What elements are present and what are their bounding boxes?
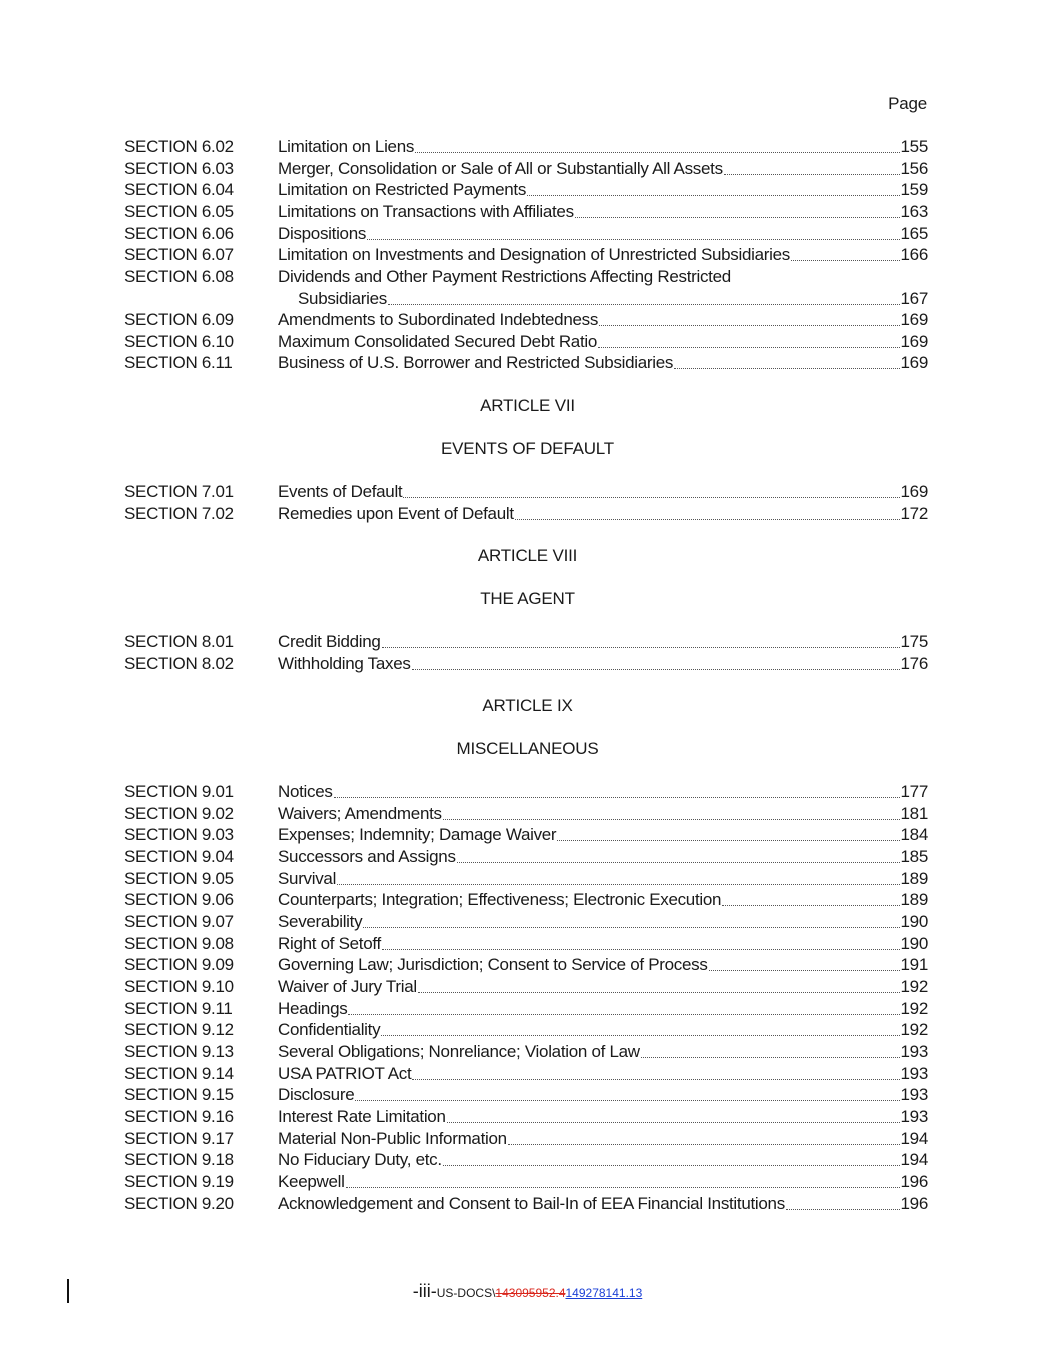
section-number: SECTION 9.13 [124,1042,234,1061]
toc-entry[interactable] [124,136,928,158]
toc-entry[interactable] [124,158,928,180]
page-number: 166 [900,245,928,264]
toc-entry[interactable] [124,503,928,525]
section-number: SECTION 9.10 [124,977,234,996]
section-number: SECTION 9.01 [124,782,234,801]
section-title: Merger, Consolidation or Sale of All or Substantially All Assets [278,159,723,178]
toc-entry[interactable] [124,889,928,911]
section-number: SECTION 9.09 [124,955,234,974]
page-number: 172 [900,504,928,523]
toc-entry[interactable] [124,803,928,825]
section-title: Acknowledgement and Consent to Bail-In of EEA Financial Institutions [278,1194,785,1213]
page-number: 169 [900,353,928,372]
toc-entry[interactable] [124,781,928,803]
footer-doc-prefix: US-DOCS\ [436,1286,496,1300]
section-title: Maximum Consolidated Secured Debt Ratio [278,332,598,351]
toc-entry[interactable] [124,868,928,890]
toc-entry[interactable] [124,352,928,374]
section-number: SECTION 9.15 [124,1085,234,1104]
section-number: SECTION 9.11 [124,999,233,1018]
section-number: SECTION 9.05 [124,869,234,888]
footer-page-number: -iii- [412,1281,437,1301]
article-8-title: THE AGENT [480,589,575,608]
page-number: 169 [900,310,928,329]
footer-inserted-doc-id: 149278141.13 [565,1286,643,1300]
section-number: SECTION 9.04 [124,847,234,866]
toc-entry[interactable] [124,1063,928,1085]
section-title: Limitations on Transactions with Affiliates [278,202,574,221]
section-number: SECTION 6.11 [124,353,233,372]
toc-entry[interactable] [124,1084,928,1106]
page-number: 165 [900,224,928,243]
page-footer [0,1281,1055,1302]
section-title: Successors and Assigns [278,847,456,866]
page-number: 196 [900,1172,928,1191]
article-7-title: EVENTS OF DEFAULT [441,439,614,458]
section-number: SECTION 7.02 [124,504,234,523]
toc-entry[interactable] [124,631,928,653]
section-title: Severability [278,912,363,931]
section-number: SECTION 9.06 [124,890,234,909]
toc-entry[interactable] [124,1149,928,1171]
section-title: Several Obligations; Nonreliance; Violation of Law [278,1042,640,1061]
page-number: 192 [900,999,928,1018]
toc-entry[interactable] [124,1019,928,1041]
page-number: 192 [900,977,928,996]
section-title: Expenses; Indemnity; Damage Waiver [278,825,557,844]
toc-entry[interactable] [124,1128,928,1150]
section-title: Interest Rate Limitation [278,1107,446,1126]
section-number: SECTION 7.01 [124,482,234,501]
page-number: 177 [900,782,928,801]
section-number: SECTION 6.03 [124,159,234,178]
page-number: 176 [900,654,928,673]
section-title: Right of Setoff [278,934,381,953]
page-number: 190 [900,934,928,953]
page-number: 193 [900,1064,928,1083]
section-title: Disclosure [278,1085,355,1104]
toc-entry[interactable] [124,179,928,201]
page-label: Page [888,94,927,113]
section-title: Limitation on Investments and Designation of Unrestricted Subsidiaries [278,245,790,264]
section-number: SECTION 9.19 [124,1172,234,1191]
section-title: Business of U.S. Borrower and Restricted Subsidiaries [278,353,674,372]
toc-entry[interactable] [124,1193,928,1215]
section-title: Limitation on Restricted Payments [278,180,527,199]
toc-entry[interactable] [124,998,928,1020]
section-title: Remedies upon Event of Default [278,504,514,523]
page-number: 155 [900,137,928,156]
section-number: SECTION 6.06 [124,224,234,243]
page-number: 167 [900,289,928,308]
section-number: SECTION 8.01 [124,632,234,651]
article-9-label: ARTICLE IX [482,696,573,715]
toc-entry[interactable] [124,976,928,998]
toc-entry[interactable] [124,1171,928,1193]
toc-entry[interactable] [124,1041,928,1063]
section-title: No Fiduciary Duty, etc. [278,1150,442,1169]
page-number: 159 [900,180,928,199]
section-number: SECTION 8.02 [124,654,234,673]
section-number: SECTION 9.18 [124,1150,234,1169]
section-number: SECTION 6.08 [124,267,234,286]
page-number: 189 [900,869,928,888]
footer-deleted-doc-id: 143095952.4 [495,1286,566,1300]
page-number: 194 [900,1129,928,1148]
toc-entry[interactable] [124,331,928,353]
page-number: 189 [900,890,928,909]
section-number: SECTION 6.09 [124,310,234,329]
page-number: 184 [900,825,928,844]
section-title: Counterparts; Integration; Effectiveness; Electronic Execution [278,890,722,909]
toc-entry[interactable] [124,201,928,223]
toc-entry[interactable] [124,223,928,245]
toc-entry[interactable] [124,911,928,933]
page-number: 191 [900,955,928,974]
section-title: Waivers; Amendments [278,804,442,823]
section-number: SECTION 6.02 [124,137,234,156]
section-title: Waiver of Jury Trial [278,977,417,996]
section-number: SECTION 9.02 [124,804,234,823]
toc-entry[interactable] [124,846,928,868]
section-number: SECTION 9.17 [124,1129,234,1148]
section-title: Survival [278,869,337,888]
section-number: SECTION 6.04 [124,180,234,199]
section-title: Keepwell [278,1172,345,1191]
toc-entry[interactable] [124,1106,928,1128]
section-number: SECTION 9.14 [124,1064,234,1083]
section-title: Material Non-Public Information [278,1129,507,1148]
section-title: Notices [278,782,333,801]
article-7-label: ARTICLE VII [480,396,575,415]
section-title: Dividends and Other Payment Restrictions Affecting Restricted [278,267,731,286]
section-title: Amendments to Subordinated Indebtedness [278,310,599,329]
page-number: 193 [900,1042,928,1061]
article-8-label: ARTICLE VIII [477,546,578,565]
page-number: 196 [900,1194,928,1213]
section-number: SECTION 9.16 [124,1107,234,1126]
section-title: USA PATRIOT Act [278,1064,412,1083]
page-number: 190 [900,912,928,931]
section-title: Governing Law; Jurisdiction; Consent to Service of Process [278,955,708,974]
toc-entry[interactable] [124,933,928,955]
page-number: 163 [900,202,928,221]
section-title-continued: Subsidiaries [298,289,388,308]
section-title: Headings [278,999,348,1018]
section-title: Dispositions [278,224,367,243]
article-9-title: MISCELLANEOUS [456,739,599,758]
page-number: 175 [900,632,928,651]
page-number: 193 [900,1085,928,1104]
toc-entry[interactable] [124,954,928,976]
page-number: 156 [900,159,928,178]
page-number: 181 [900,804,928,823]
page-number: 194 [900,1150,928,1169]
section-number: SECTION 9.08 [124,934,234,953]
toc-entry[interactable] [124,824,928,846]
toc-entry[interactable] [124,266,928,310]
section-number: SECTION 6.07 [124,245,234,264]
toc-entry[interactable] [124,244,928,266]
toc-entry[interactable] [124,481,928,503]
section-title: Confidentiality [278,1020,381,1039]
section-number: SECTION 6.05 [124,202,234,221]
section-number: SECTION 9.07 [124,912,234,931]
page-number: 169 [900,332,928,351]
section-number: SECTION 9.20 [124,1194,234,1213]
page-number: 185 [900,847,928,866]
section-title: Limitation on Liens [278,137,415,156]
section-title: Credit Bidding [278,632,381,651]
toc-entry[interactable] [124,653,928,675]
section-number: SECTION 9.12 [124,1020,234,1039]
section-title: Withholding Taxes [278,654,411,673]
page-number: 192 [900,1020,928,1039]
section-number: SECTION 6.10 [124,332,234,351]
section-number: SECTION 9.03 [124,825,234,844]
page-number: 169 [900,482,928,501]
section-title: Events of Default [278,482,403,501]
toc-entry[interactable] [124,309,928,331]
page-number: 193 [900,1107,928,1126]
